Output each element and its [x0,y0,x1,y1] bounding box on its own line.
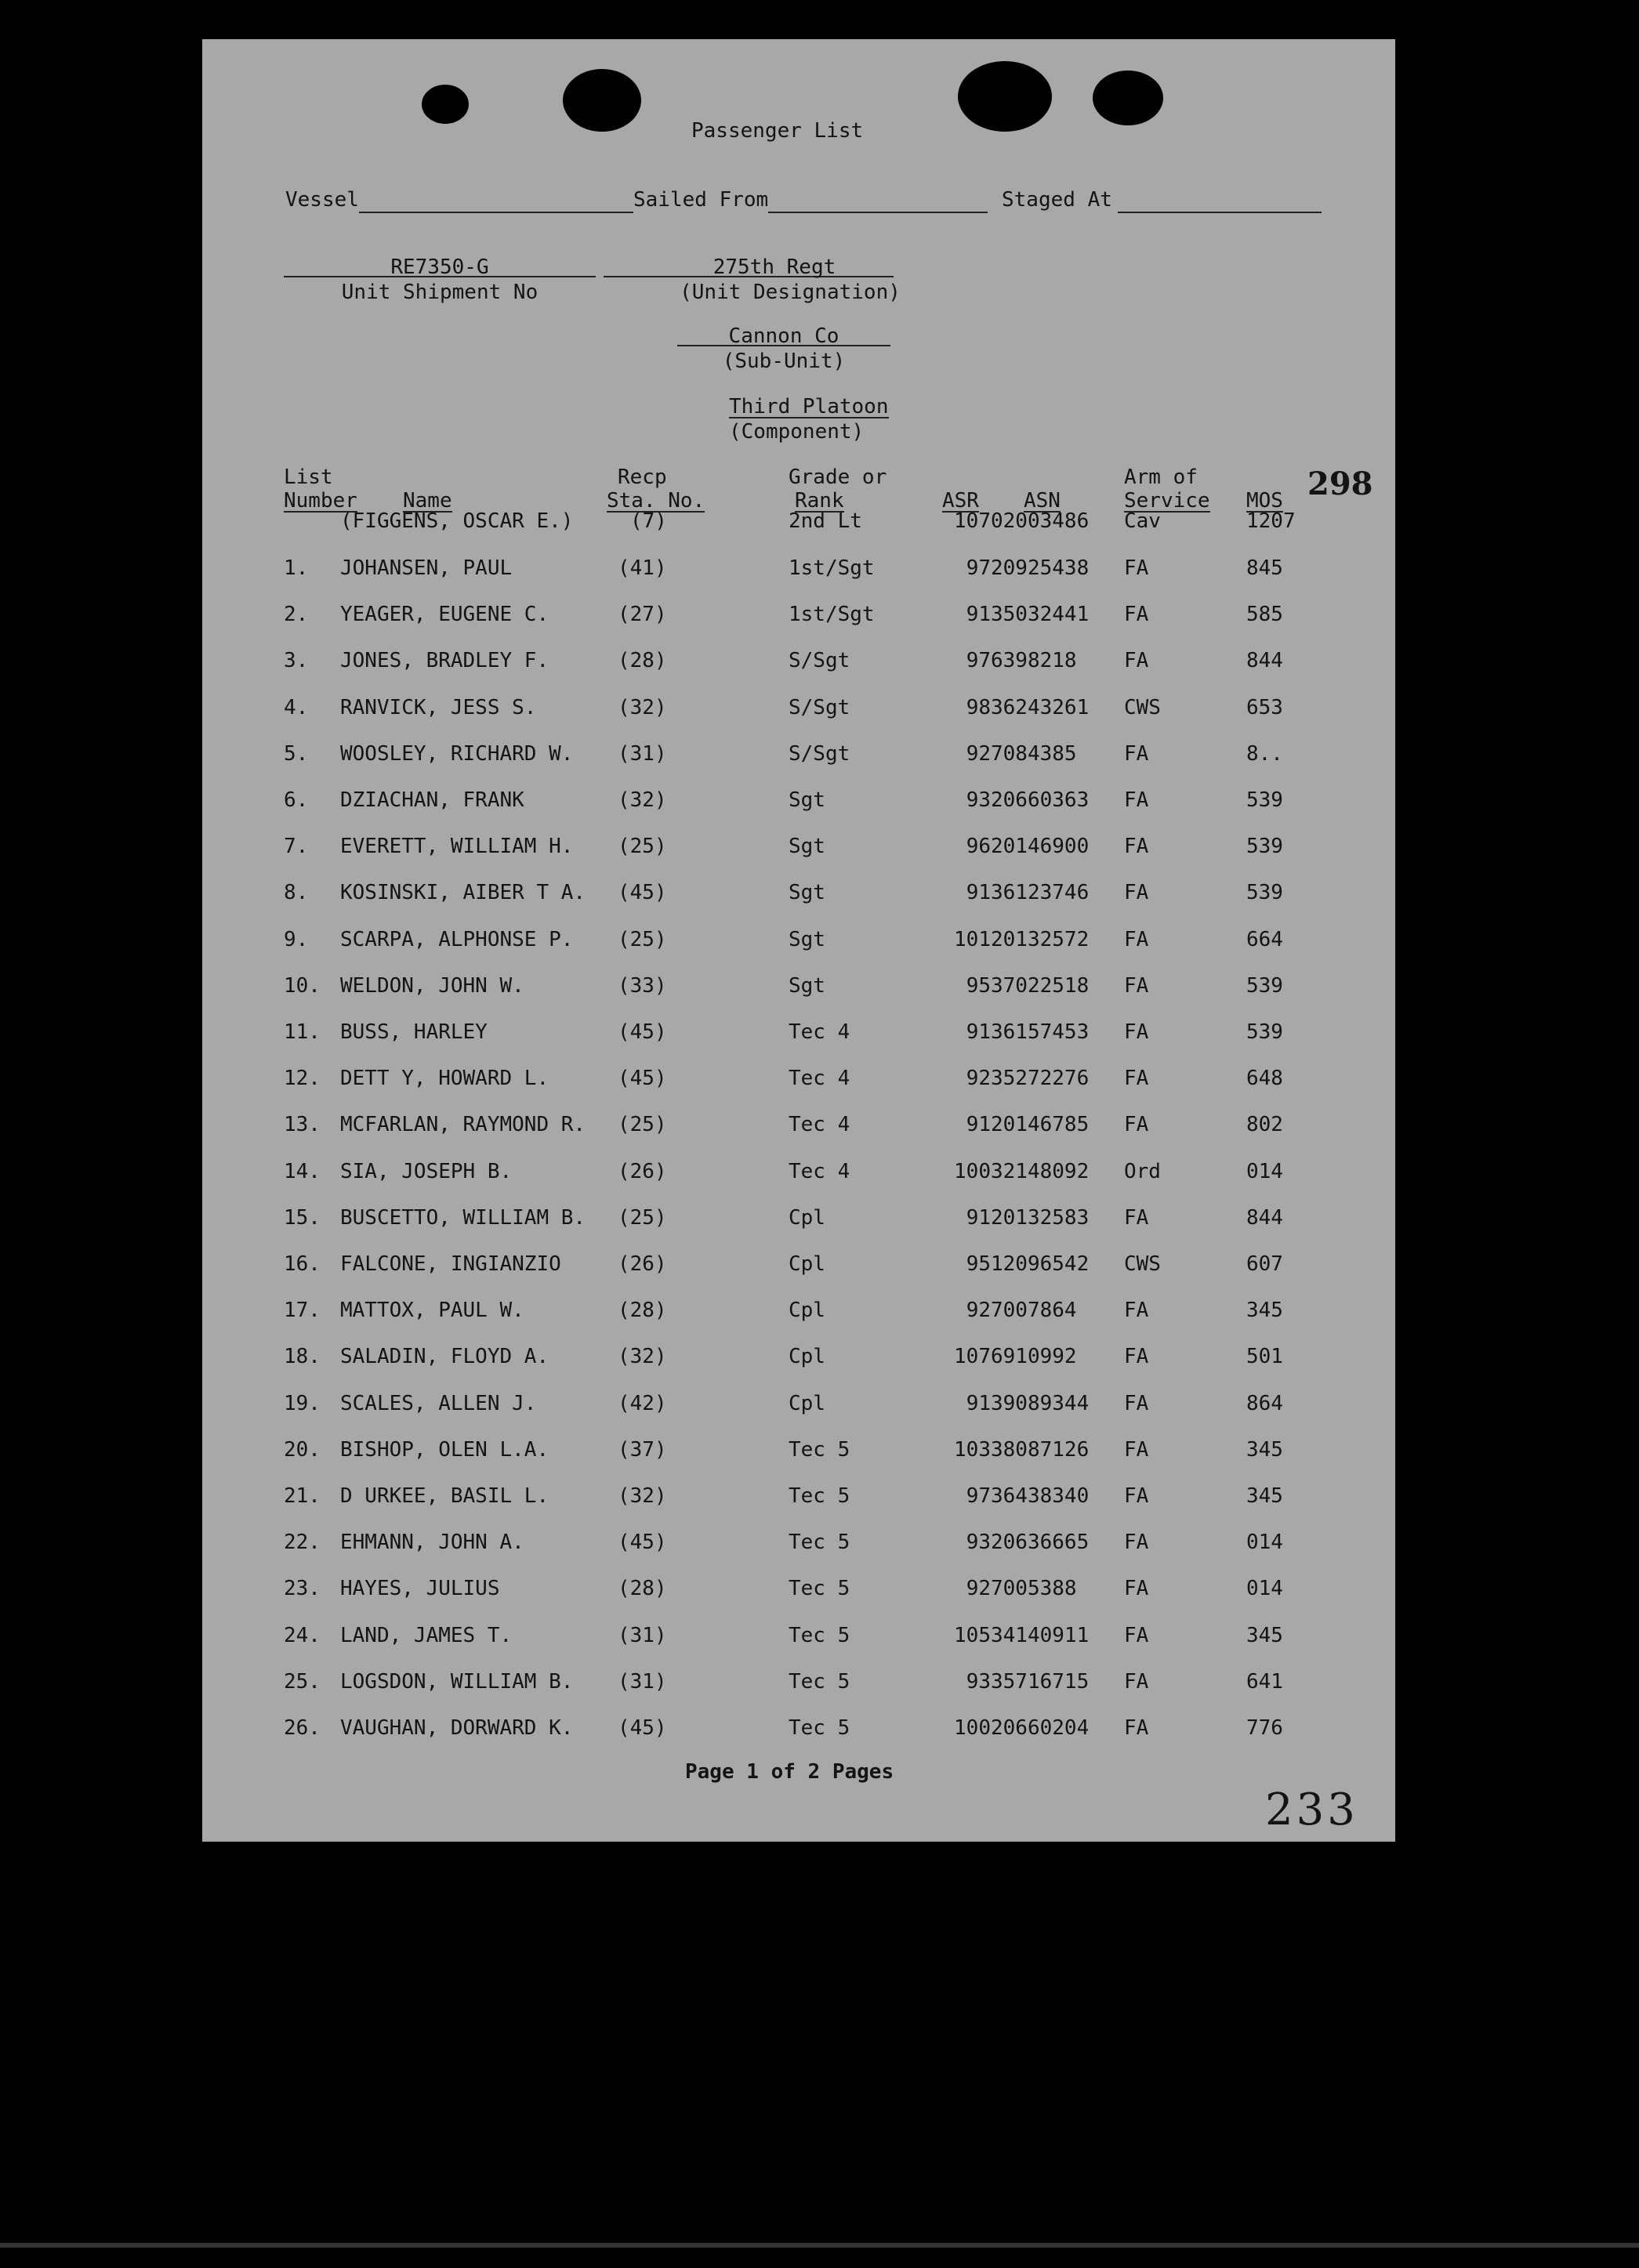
handwritten-page-number: 233 [1265,1784,1358,1835]
row-asn: 20925438 [991,556,1090,580]
row-asn: 20660204 [991,1716,1090,1740]
row-recp: (45) [618,1531,667,1554]
row-asr: 91 [966,1020,991,1044]
row-recp: (25) [618,928,667,951]
row-name: LAND, JAMES T. [340,1624,513,1647]
row-grade: 1st/Sgt [789,556,875,580]
row-mos: 345 [1246,1299,1283,1322]
component-label: (Component) [729,420,865,444]
row-num: 15. [284,1206,321,1230]
table-row [202,1161,1395,1185]
row-arm: FA [1124,1531,1149,1554]
row-asr: 97 [966,649,991,672]
row-arm: FA [1124,649,1149,672]
row-mos: 014 [1246,1531,1283,1554]
col-grade-header: Grade or [789,466,887,489]
row-arm: FA [1124,1484,1149,1508]
row-mos: 345 [1246,1438,1283,1462]
sailed-from-blank [768,212,988,213]
row-recp: (45) [618,1067,667,1090]
row-name: HAYES, JULIUS [340,1577,500,1600]
row-num: 21. [284,1484,321,1508]
row-name: JOHANSEN, PAUL [340,556,513,580]
row-recp: (32) [618,788,667,812]
officer-mos: 1207 [1246,509,1296,533]
row-recp: (26) [618,1252,667,1276]
table-row [202,1532,1395,1556]
row-mos: 8.. [1246,742,1283,766]
row-num: 18. [284,1345,321,1368]
row-name: WELDON, JOHN W. [340,974,524,998]
row-grade: Sgt [789,835,825,858]
row-asn: 20146785 [991,1113,1090,1136]
row-grade: Tec 4 [789,1067,850,1090]
row-arm: CWS [1124,696,1161,719]
row-grade: Sgt [789,881,825,904]
table-row [202,604,1395,628]
row-asn: 7005388 [991,1577,1077,1600]
table-row [202,1068,1395,1092]
row-recp: (25) [618,1113,667,1136]
row-recp: (28) [618,1577,667,1600]
row-asn: 39089344 [991,1392,1090,1415]
table-row [202,1114,1395,1138]
table-row [202,1625,1395,1649]
row-recp: (32) [618,1345,667,1368]
row-asr: 92 [966,1299,991,1322]
table-row [202,744,1395,767]
row-asn: 36123746 [991,881,1090,904]
row-recp: (32) [618,696,667,719]
row-recp: (45) [618,1020,667,1044]
row-name: FALCONE, INGIANZIO [340,1252,561,1276]
row-mos: 539 [1246,974,1283,998]
unit-shipment-label: Unit Shipment No [341,281,538,304]
row-arm: FA [1124,556,1149,580]
row-asn: 20636665 [991,1531,1090,1554]
row-mos: 664 [1246,928,1283,951]
row-asr: 91 [966,1113,991,1136]
col-sta-header: Sta. No. [607,489,705,513]
row-name: MATTOX, PAUL W. [340,1299,524,1322]
row-name: DZIACHAN, FRANK [340,788,524,812]
row-num: 4. [284,696,309,719]
row-mos: 345 [1246,1624,1283,1647]
col-service-header: Service [1124,489,1210,513]
row-asr: 98 [966,696,991,719]
row-asn: 34140911 [991,1624,1090,1647]
row-arm: FA [1124,835,1149,858]
row-recp: (26) [618,1160,667,1183]
row-grade: S/Sgt [789,696,850,719]
row-arm: FA [1124,1299,1149,1322]
row-grade: Cpl [789,1392,825,1415]
row-arm: FA [1124,881,1149,904]
row-recp: (45) [618,881,667,904]
row-arm: FA [1124,788,1149,812]
col-recp-header: Recp [618,466,667,489]
row-num: 20. [284,1438,321,1462]
row-asr: 97 [966,556,991,580]
row-asr: 100 [954,1716,991,1740]
row-num: 24. [284,1624,321,1647]
punch-hole [958,61,1052,132]
row-grade: S/Sgt [789,649,850,672]
row-recp: (41) [618,556,667,580]
row-asr: 91 [966,603,991,626]
table-row [202,697,1395,721]
row-arm: FA [1124,1716,1149,1740]
row-grade: Tec 5 [789,1624,850,1647]
row-asr: 105 [954,1624,991,1647]
row-recp: (28) [618,1299,667,1322]
row-asr: 107 [954,1345,991,1368]
row-asr: 91 [966,1206,991,1230]
row-name: EVERETT, WILLIAM H. [340,835,574,858]
row-asr: 95 [966,974,991,998]
row-asn: 7007864 [991,1299,1077,1322]
row-arm: FA [1124,603,1149,626]
row-asn: 38087126 [991,1438,1090,1462]
row-name: EHMANN, JOHN A. [340,1531,524,1554]
row-grade: Tec 5 [789,1670,850,1694]
row-asn: 37022518 [991,974,1090,998]
punch-hole [1093,71,1163,125]
row-mos: 844 [1246,649,1283,672]
vessel-label: Vessel [285,188,359,212]
row-recp: (28) [618,649,667,672]
row-num: 17. [284,1299,321,1322]
row-arm: FA [1124,974,1149,998]
row-name: MCFARLAN, RAYMOND R. [340,1113,586,1136]
row-asn: 20146900 [991,835,1090,858]
row-recp: (25) [618,1206,667,1230]
table-row [202,1393,1395,1417]
col-arm-header: Arm of [1124,466,1198,489]
row-num: 16. [284,1252,321,1276]
row-mos: 014 [1246,1160,1283,1183]
row-recp: (25) [618,835,667,858]
col-name-header: Name [403,489,452,513]
row-asr: 100 [954,1160,991,1183]
row-arm: FA [1124,1345,1149,1368]
row-num: 6. [284,788,309,812]
table-row [202,790,1395,813]
row-arm: FA [1124,928,1149,951]
table-row [202,1254,1395,1277]
row-asr: 97 [966,1484,991,1508]
table-row [202,1022,1395,1045]
row-recp: (31) [618,1624,667,1647]
row-num: 23. [284,1577,321,1600]
row-arm: FA [1124,1624,1149,1647]
row-asr: 93 [966,788,991,812]
row-mos: 539 [1246,788,1283,812]
staged-at-blank [1118,212,1322,213]
row-name: BUSS, HARLEY [340,1020,488,1044]
row-grade: Sgt [789,928,825,951]
component: Third Platoon [729,395,889,418]
col-asn-header: ASN [1024,489,1061,513]
row-arm: FA [1124,1577,1149,1600]
row-name: SALADIN, FLOYD A. [340,1345,549,1368]
row-mos: 802 [1246,1113,1283,1136]
row-recp: (33) [618,974,667,998]
officer-name: (FIGGENS, OSCAR E.) [340,509,574,533]
officer-row [202,511,1395,534]
row-name: SCALES, ALLEN J. [340,1392,537,1415]
row-asr: 103 [954,1438,991,1462]
row-recp: (37) [618,1438,667,1462]
row-arm: FA [1124,1206,1149,1230]
row-asn: 12096542 [991,1252,1090,1276]
officer-asr: 107 [954,509,991,533]
row-mos: 539 [1246,881,1283,904]
row-asr: 93 [966,1531,991,1554]
row-recp: (31) [618,1670,667,1694]
row-grade: S/Sgt [789,742,850,766]
scan-edge-strip [0,2243,1639,2248]
col-asr-header: ASR [942,489,979,513]
table-row [202,650,1395,674]
row-asn: 6910992 [991,1345,1077,1368]
unit-designation: 275th Regt [713,255,836,279]
row-asr: 92 [966,1577,991,1600]
row-asn: 36157453 [991,1020,1090,1044]
row-asn: 35716715 [991,1670,1090,1694]
row-grade: Cpl [789,1345,825,1368]
table-row [202,1346,1395,1370]
row-arm: FA [1124,1020,1149,1044]
row-name: D URKEE, BASIL L. [340,1484,549,1508]
row-asn: 6398218 [991,649,1077,672]
table-row [202,1672,1395,1695]
row-asn: 20132583 [991,1206,1090,1230]
row-grade: Cpl [789,1206,825,1230]
officer-asn: 02003486 [991,509,1090,533]
row-num: 19. [284,1392,321,1415]
row-num: 14. [284,1160,321,1183]
table-row [202,836,1395,860]
row-asn: 20132572 [991,928,1090,951]
vessel-blank [359,212,633,213]
row-grade: Tec 5 [789,1484,850,1508]
row-mos: 844 [1246,1206,1283,1230]
table-row [202,1300,1395,1324]
row-arm: Ord [1124,1160,1161,1183]
col-rank-header: Rank [795,489,844,513]
row-mos: 653 [1246,696,1283,719]
row-grade: Sgt [789,974,825,998]
table-row [202,1578,1395,1602]
row-name: BISHOP, OLEN L.A. [340,1438,549,1462]
row-arm: CWS [1124,1252,1161,1276]
row-name: KOSINSKI, AIBER T A. [340,881,586,904]
row-mos: 641 [1246,1670,1283,1694]
row-grade: 1st/Sgt [789,603,875,626]
row-num: 8. [284,881,309,904]
staged-at-label: Staged At [1002,188,1112,212]
row-grade: Cpl [789,1252,825,1276]
row-grade: Sgt [789,788,825,812]
row-mos: 776 [1246,1716,1283,1740]
row-asn: 20660363 [991,788,1090,812]
row-mos: 845 [1246,556,1283,580]
row-name: SIA, JOSEPH B. [340,1160,513,1183]
officer-recp: (7) [630,509,667,533]
row-num: 11. [284,1020,321,1044]
row-asr: 92 [966,1067,991,1090]
row-num: 22. [284,1531,321,1554]
row-recp: (45) [618,1716,667,1740]
page-title: Passenger List [691,119,864,143]
sailed-from-label: Sailed From [633,188,769,212]
row-asr: 92 [966,742,991,766]
document-page [202,39,1395,1842]
row-recp: (32) [618,1484,667,1508]
row-arm: FA [1124,1670,1149,1694]
row-mos: 864 [1246,1392,1283,1415]
row-grade: Tec 5 [789,1577,850,1600]
row-arm: FA [1124,1113,1149,1136]
row-grade: Tec 5 [789,1531,850,1554]
row-num: 7. [284,835,309,858]
row-name: WOOSLEY, RICHARD W. [340,742,574,766]
row-arm: FA [1124,742,1149,766]
row-mos: 648 [1246,1067,1283,1090]
row-asr: 95 [966,1252,991,1276]
row-grade: Tec 4 [789,1113,850,1136]
unit-shipment-no: RE7350-G [390,255,489,279]
row-mos: 539 [1246,835,1283,858]
row-recp: (31) [618,742,667,766]
officer-arm: Cav [1124,509,1161,533]
row-num: 1. [284,556,309,580]
row-mos: 585 [1246,603,1283,626]
sub-unit: Cannon Co [728,324,839,348]
row-num: 5. [284,742,309,766]
punch-hole [422,85,469,124]
col-mos-header: MOS [1246,489,1283,513]
row-num: 9. [284,928,309,951]
row-arm: FA [1124,1067,1149,1090]
row-name: LOGSDON, WILLIAM B. [340,1670,574,1694]
table-row [202,1718,1395,1741]
row-arm: FA [1124,1392,1149,1415]
officer-grade: 2nd Lt [789,509,862,533]
row-grade: Tec 5 [789,1716,850,1740]
row-num: 13. [284,1113,321,1136]
row-asr: 93 [966,1670,991,1694]
row-num: 25. [284,1670,321,1694]
row-asr: 91 [966,1392,991,1415]
row-asn: 35272276 [991,1067,1090,1090]
table-row [202,1440,1395,1463]
row-asn: 36438340 [991,1484,1090,1508]
row-num: 12. [284,1067,321,1090]
row-name: VAUGHAN, DORWARD K. [340,1716,574,1740]
row-name: RANVICK, JESS S. [340,696,537,719]
row-name: BUSCETTO, WILLIAM B. [340,1206,586,1230]
page-stamp: 298 [1307,466,1373,502]
row-grade: Tec 5 [789,1438,850,1462]
row-grade: Cpl [789,1299,825,1322]
unit-designation-label: (Unit Designation) [680,281,901,304]
row-name: DETT Y, HOWARD L. [340,1067,549,1090]
row-asn: 7084385 [991,742,1077,766]
row-name: JONES, BRADLEY F. [340,649,549,672]
row-num: 26. [284,1716,321,1740]
row-grade: Tec 4 [789,1020,850,1044]
row-asn: 32148092 [991,1160,1090,1183]
row-arm: FA [1124,1438,1149,1462]
row-num: 2. [284,603,309,626]
row-grade: Tec 4 [789,1160,850,1183]
table-row [202,976,1395,999]
row-name: YEAGER, EUGENE C. [340,603,549,626]
row-name: SCARPA, ALPHONSE P. [340,928,574,951]
punch-hole [563,69,641,132]
sub-unit-label: (Sub-Unit) [722,350,846,373]
row-num: 3. [284,649,309,672]
col-number-header: Number [284,489,357,513]
table-row [202,1208,1395,1231]
table-row [202,882,1395,906]
col-list-header: List [284,466,333,489]
row-asr: 101 [954,928,991,951]
row-mos: 014 [1246,1577,1283,1600]
row-asr: 91 [966,881,991,904]
row-recp: (42) [618,1392,667,1415]
table-row [202,558,1395,581]
row-recp: (27) [618,603,667,626]
row-asn: 36243261 [991,696,1090,719]
row-mos: 501 [1246,1345,1283,1368]
row-mos: 607 [1246,1252,1283,1276]
table-row [202,929,1395,953]
table-row [202,1486,1395,1509]
row-asr: 96 [966,835,991,858]
row-num: 10. [284,974,321,998]
row-mos: 539 [1246,1020,1283,1044]
row-asn: 35032441 [991,603,1090,626]
row-mos: 345 [1246,1484,1283,1508]
page-footer: Page 1 of 2 Pages [685,1760,894,1784]
